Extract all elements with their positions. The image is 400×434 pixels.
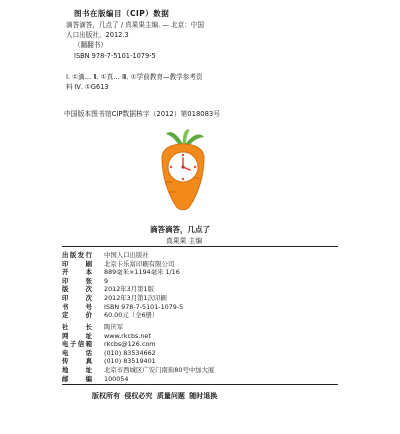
colophon-row: 出版发行 中国人口出版社: [62, 251, 149, 259]
colophon-row: 印张 9: [62, 276, 109, 285]
colophon-row: 印刷 北京卡乐富印刷有限公司: [62, 259, 175, 268]
book-title: 滴答滴答，几点了: [150, 225, 210, 234]
contact-row: 电子信箱 rkcbs@126.com: [62, 340, 156, 349]
book-author: 真果果 主编: [166, 237, 203, 245]
contact-row: 地址 北京市西城区广安门南街80号中加大厦: [62, 366, 215, 374]
colophon-row: 开本 889毫米×1194毫米 1/16: [62, 268, 180, 277]
carrot-clock-illustration: [148, 128, 218, 213]
cip-line: 料 Ⅳ. ①G613: [66, 83, 109, 91]
cip-heading: 图书在版编目（CIP）数据: [74, 9, 170, 18]
colophon-row: 版次 2012年3月第1版: [62, 285, 154, 294]
contact-row: 社长 陶庆军: [62, 323, 124, 331]
contact-row: 传真 (010) 83519401: [62, 357, 156, 366]
cip-number: 中国版本图书馆CIP数据核字（2012）第018083号: [64, 110, 221, 118]
cip-line: （翻翻书）: [74, 41, 107, 49]
divider: [62, 384, 338, 385]
cip-line: 人口出版社，2012.3: [66, 31, 129, 39]
cip-line: Ⅰ. ①滴… Ⅱ. ①真… Ⅲ. ①学前教育—教学参考资: [66, 73, 203, 81]
contact-row: 网址 www.rkcbs.net: [62, 331, 151, 340]
colophon-row: 印次 2012年3月第1次印刷: [62, 294, 167, 302]
contact-row: 电话 (010) 83534662: [62, 348, 156, 357]
copyright-notice: 版权所有 侵权必究 质量问题 随时退换: [92, 392, 218, 400]
contact-row: 邮编 100054: [62, 374, 129, 383]
cip-line: ISBN 978-7-5101-1079-5: [74, 52, 156, 60]
colophon-row: 定价 60.00元（全6册）: [62, 311, 159, 320]
colophon-row: 书号 ISBN 978-7-5101-1079-5: [62, 302, 184, 311]
divider: [62, 246, 338, 247]
cip-line: 滴答滴答，几点了 / 真果果主编. — 北京：中国: [66, 21, 204, 29]
